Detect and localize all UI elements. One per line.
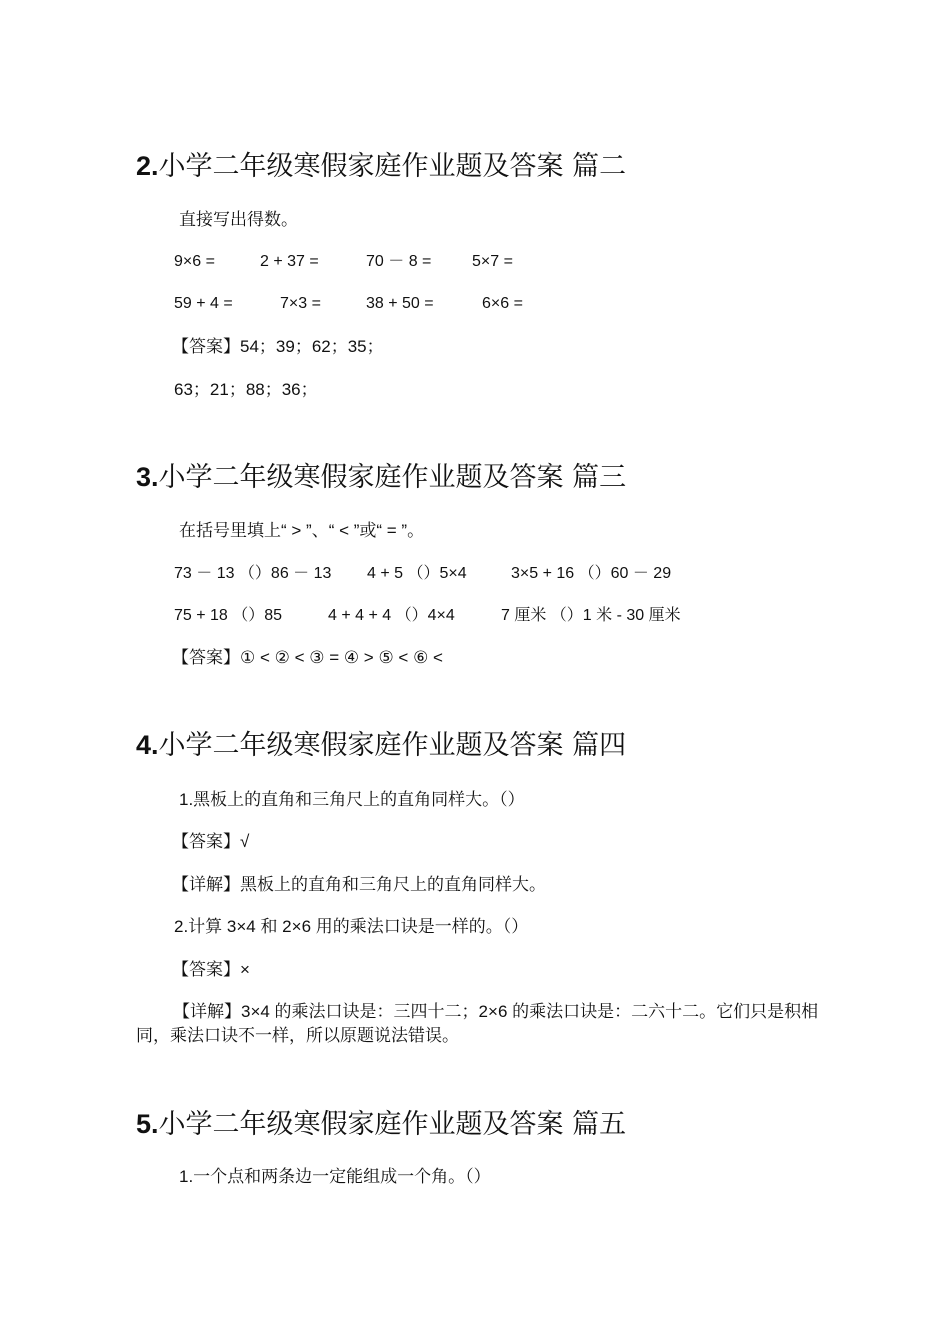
question: 1.一个点和两条边一定能组成一个角。（）: [179, 1167, 491, 1186]
section-title: 小学二年级寒假家庭作业题及答案 篇三: [158, 462, 627, 493]
section-heading: [136, 150, 626, 183]
instruction: 在括号里填上“ > ”、“ < ”或“ = ”。: [179, 521, 425, 540]
answer-line: 【答案】×: [172, 960, 250, 979]
exercise-item: 73 － 13 （）86 － 13: [174, 565, 332, 582]
question: 2.计算 3×4 和 2×6 用的乘法口诀是一样的。（）: [174, 917, 529, 936]
section-heading: [136, 729, 626, 762]
exercise-item: 7 厘米 （）1 米 - 30 厘米: [501, 607, 681, 624]
exercise-item: 4 + 5 （）5×4: [367, 565, 467, 582]
exercise-item: 3×5 + 16 （）60 － 29: [511, 565, 672, 582]
detail-line: 【详解】黑板上的直角和三角尺上的直角同样大。: [172, 875, 546, 894]
instruction: 直接写出得数。: [179, 210, 298, 229]
exercise-item: 5×7 =: [472, 253, 513, 270]
section-number: 2.: [136, 151, 159, 181]
exercise-item: 70 － 8 =: [366, 253, 432, 270]
exercise-item: 38 + 50 =: [366, 295, 434, 312]
exercise-item: 75 + 18 （）85: [174, 607, 283, 624]
exercise-item: 2 + 37 =: [260, 253, 319, 270]
section-number: 4.: [136, 730, 159, 760]
section-heading: [136, 1108, 626, 1141]
answer-line: 63；21；88；36；: [174, 380, 318, 399]
section-title: 小学二年级寒假家庭作业题及答案 篇五: [158, 1109, 627, 1140]
question: 1.黑板上的直角和三角尺上的直角同样大。（）: [179, 790, 525, 809]
exercise-item: 7×3 =: [280, 295, 321, 312]
answer-line: 【答案】54；39；62；35；: [172, 337, 384, 356]
exercise-item: 59 + 4 =: [174, 295, 233, 312]
exercise-item: 4 + 4 + 4 （）4×4: [328, 607, 455, 624]
section-title: 小学二年级寒假家庭作业题及答案 篇二: [158, 151, 627, 182]
section-heading: [136, 461, 626, 494]
exercise-item: 6×6 =: [482, 295, 523, 312]
answer-line: 【答案】√: [172, 832, 250, 851]
detail-paragraph: 【详解】3×4 的乘法口诀是：三四十二；2×6 的乘法口诀是：二六十二。它们只是积相同，乘法口诀不一样，所以原题说法错误。: [136, 1002, 819, 1045]
section-number: 3.: [136, 462, 159, 492]
answer-line: 【答案】① < ② < ③ = ④ > ⑤ < ⑥ <: [172, 648, 443, 667]
section-number: 5.: [136, 1109, 159, 1139]
exercise-item: 9×6 =: [174, 253, 215, 270]
section-title: 小学二年级寒假家庭作业题及答案 篇四: [158, 730, 627, 761]
